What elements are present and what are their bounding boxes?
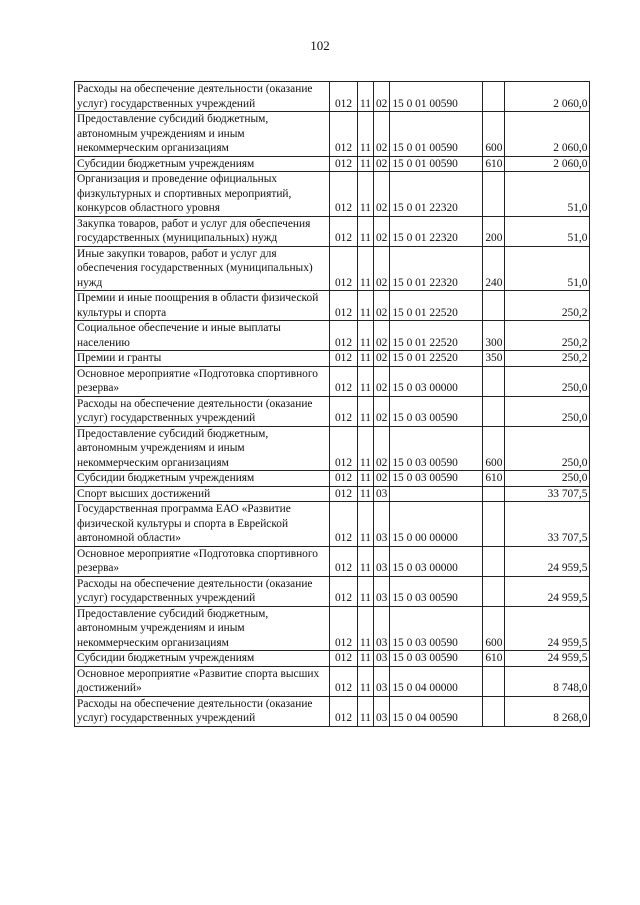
section-code-cell: 11 — [358, 651, 374, 667]
amount-cell: 2 060,0 — [505, 156, 590, 172]
target-article-cell: 15 0 03 00590 — [390, 606, 483, 651]
amount-cell: 33 707,5 — [505, 502, 590, 547]
expense-type-cell: 200 — [483, 216, 505, 246]
row-name-cell: Организация и проведение официальных физкультурных и спортивных мероприятий, конкурсов областного уровня — [75, 172, 330, 217]
section-code-cell: 11 — [358, 486, 374, 502]
section-code-cell: 11 — [358, 696, 374, 726]
amount-cell: 250,0 — [505, 471, 590, 487]
page-number: 102 — [310, 38, 330, 53]
ministry-code-cell: 012 — [330, 351, 358, 367]
section-code-cell: 11 — [358, 82, 374, 112]
expense-type-cell — [483, 696, 505, 726]
subsection-code-cell: 02 — [373, 172, 389, 217]
expense-type-cell: 600 — [483, 606, 505, 651]
ministry-code-cell: 012 — [330, 366, 358, 396]
table-row — [75, 321, 590, 351]
expense-type-cell: 610 — [483, 651, 505, 667]
ministry-code-cell: 012 — [330, 321, 358, 351]
expense-type-cell — [483, 172, 505, 217]
table-row — [75, 426, 590, 471]
ministry-code-cell: 012 — [330, 156, 358, 172]
section-code-cell: 11 — [358, 291, 374, 321]
ministry-code-cell: 012 — [330, 666, 358, 696]
table-row — [75, 666, 590, 696]
row-name-cell: Спорт высших достижений — [75, 486, 330, 502]
amount-cell: 8 748,0 — [505, 666, 590, 696]
row-name-cell: Расходы на обеспечение деятельности (оказание услуг) государственных учреждений — [75, 82, 330, 112]
target-article-cell: 15 0 03 00590 — [390, 426, 483, 471]
subsection-code-cell: 03 — [373, 546, 389, 576]
section-code-cell: 11 — [358, 666, 374, 696]
table-row — [75, 172, 590, 217]
ministry-code-cell: 012 — [330, 546, 358, 576]
row-name-cell: Премии и иные поощрения в области физической культуры и спорта — [75, 291, 330, 321]
ministry-code-cell: 012 — [330, 471, 358, 487]
row-name-cell: Основное мероприятие «Подготовка спортивного резерва» — [75, 366, 330, 396]
subsection-code-cell: 03 — [373, 651, 389, 667]
amount-cell: 51,0 — [505, 246, 590, 291]
table-row — [75, 651, 590, 667]
amount-cell: 2 060,0 — [505, 82, 590, 112]
amount-cell: 51,0 — [505, 216, 590, 246]
amount-cell: 250,0 — [505, 366, 590, 396]
subsection-code-cell: 02 — [373, 156, 389, 172]
subsection-code-cell: 02 — [373, 112, 389, 157]
ministry-code-cell: 012 — [330, 82, 358, 112]
ministry-code-cell: 012 — [330, 172, 358, 217]
section-code-cell: 11 — [358, 366, 374, 396]
table-row — [75, 156, 590, 172]
row-name-cell: Субсидии бюджетным учреждениям — [75, 471, 330, 487]
ministry-code-cell: 012 — [330, 502, 358, 547]
expense-type-cell — [483, 486, 505, 502]
target-article-cell: 15 0 01 22520 — [390, 321, 483, 351]
ministry-code-cell: 012 — [330, 486, 358, 502]
table-row — [75, 471, 590, 487]
row-name-cell: Расходы на обеспечение деятельности (оказание услуг) государственных учреждений — [75, 576, 330, 606]
expense-type-cell — [483, 666, 505, 696]
amount-cell: 250,0 — [505, 426, 590, 471]
row-name-cell: Предоставление субсидий бюджетным, автономным учреждениям и иным некоммерческим организациям — [75, 606, 330, 651]
subsection-code-cell: 02 — [373, 246, 389, 291]
expense-type-cell — [483, 546, 505, 576]
table-row — [75, 246, 590, 291]
subsection-code-cell: 02 — [373, 321, 389, 351]
row-name-cell: Субсидии бюджетным учреждениям — [75, 651, 330, 667]
target-article-cell — [390, 486, 483, 502]
section-code-cell: 11 — [358, 471, 374, 487]
target-article-cell: 15 0 03 00590 — [390, 471, 483, 487]
expense-type-cell: 600 — [483, 112, 505, 157]
section-code-cell: 11 — [358, 172, 374, 217]
amount-cell: 250,2 — [505, 291, 590, 321]
target-article-cell: 15 0 01 22320 — [390, 246, 483, 291]
table-row — [75, 486, 590, 502]
target-article-cell: 15 0 01 22520 — [390, 291, 483, 321]
subsection-code-cell: 03 — [373, 486, 389, 502]
subsection-code-cell: 03 — [373, 666, 389, 696]
expense-type-cell — [483, 366, 505, 396]
row-name-cell: Государственная программа ЕАО «Развитие физической культуры и спорта в Еврейской автономной области» — [75, 502, 330, 547]
section-code-cell: 11 — [358, 112, 374, 157]
section-code-cell: 11 — [358, 576, 374, 606]
ministry-code-cell: 012 — [330, 576, 358, 606]
target-article-cell: 15 0 03 00590 — [390, 651, 483, 667]
row-name-cell: Закупка товаров, работ и услуг для обеспечения государственных (муниципальных) нужд — [75, 216, 330, 246]
target-article-cell: 15 0 01 22320 — [390, 172, 483, 217]
row-name-cell: Социальное обеспечение и иные выплаты населению — [75, 321, 330, 351]
subsection-code-cell: 02 — [373, 426, 389, 471]
expense-type-cell — [483, 576, 505, 606]
target-article-cell: 15 0 01 22520 — [390, 351, 483, 367]
amount-cell: 24 959,5 — [505, 651, 590, 667]
section-code-cell: 11 — [358, 246, 374, 291]
expense-type-cell — [483, 502, 505, 547]
target-article-cell: 15 0 01 00590 — [390, 156, 483, 172]
target-article-cell: 15 0 01 00590 — [390, 112, 483, 157]
target-article-cell: 15 0 04 00590 — [390, 696, 483, 726]
ministry-code-cell: 012 — [330, 396, 358, 426]
row-name-cell: Предоставление субсидий бюджетным, автономным учреждениям и иным некоммерческим организациям — [75, 426, 330, 471]
table-row — [75, 216, 590, 246]
table-row — [75, 696, 590, 726]
amount-cell: 24 959,5 — [505, 546, 590, 576]
table-row — [75, 82, 590, 112]
expense-type-cell: 300 — [483, 321, 505, 351]
amount-cell: 33 707,5 — [505, 486, 590, 502]
row-name-cell: Субсидии бюджетным учреждениям — [75, 156, 330, 172]
subsection-code-cell: 03 — [373, 576, 389, 606]
ministry-code-cell: 012 — [330, 651, 358, 667]
amount-cell: 24 959,5 — [505, 576, 590, 606]
section-code-cell: 11 — [358, 351, 374, 367]
target-article-cell: 15 0 01 00590 — [390, 82, 483, 112]
table-row — [75, 606, 590, 651]
subsection-code-cell: 03 — [373, 606, 389, 651]
ministry-code-cell: 012 — [330, 246, 358, 291]
row-name-cell: Расходы на обеспечение деятельности (оказание услуг) государственных учреждений — [75, 696, 330, 726]
target-article-cell: 15 0 04 00000 — [390, 666, 483, 696]
ministry-code-cell: 012 — [330, 606, 358, 651]
row-name-cell: Основное мероприятие «Подготовка спортивного резерва» — [75, 546, 330, 576]
target-article-cell: 15 0 03 00590 — [390, 576, 483, 606]
ministry-code-cell: 012 — [330, 216, 358, 246]
expense-type-cell: 610 — [483, 156, 505, 172]
subsection-code-cell: 02 — [373, 82, 389, 112]
subsection-code-cell: 02 — [373, 216, 389, 246]
target-article-cell: 15 0 03 00000 — [390, 366, 483, 396]
subsection-code-cell: 02 — [373, 291, 389, 321]
table-row — [75, 396, 590, 426]
table-row — [75, 351, 590, 367]
row-name-cell: Иные закупки товаров, работ и услуг для обеспечения государственных (муниципальных) нужд — [75, 246, 330, 291]
amount-cell: 2 060,0 — [505, 112, 590, 157]
section-code-cell: 11 — [358, 321, 374, 351]
budget-table — [74, 81, 590, 727]
section-code-cell: 11 — [358, 606, 374, 651]
subsection-code-cell: 02 — [373, 366, 389, 396]
subsection-code-cell: 02 — [373, 351, 389, 367]
subsection-code-cell: 02 — [373, 396, 389, 426]
ministry-code-cell: 012 — [330, 112, 358, 157]
expense-type-cell — [483, 82, 505, 112]
row-name-cell: Основное мероприятие «Развитие спорта высших достижений» — [75, 666, 330, 696]
ministry-code-cell: 012 — [330, 696, 358, 726]
subsection-code-cell: 03 — [373, 696, 389, 726]
amount-cell: 250,2 — [505, 351, 590, 367]
table-row — [75, 112, 590, 157]
target-article-cell: 15 0 03 00000 — [390, 546, 483, 576]
target-article-cell: 15 0 00 00000 — [390, 502, 483, 547]
section-code-cell: 11 — [358, 396, 374, 426]
ministry-code-cell: 012 — [330, 291, 358, 321]
expense-type-cell — [483, 396, 505, 426]
ministry-code-cell: 012 — [330, 426, 358, 471]
target-article-cell: 15 0 03 00590 — [390, 396, 483, 426]
expense-type-cell — [483, 291, 505, 321]
subsection-code-cell: 03 — [373, 502, 389, 547]
expense-type-cell: 350 — [483, 351, 505, 367]
expense-type-cell: 610 — [483, 471, 505, 487]
amount-cell: 8 268,0 — [505, 696, 590, 726]
section-code-cell: 11 — [358, 502, 374, 547]
section-code-cell: 11 — [358, 426, 374, 471]
amount-cell: 24 959,5 — [505, 606, 590, 651]
row-name-cell: Премии и гранты — [75, 351, 330, 367]
amount-cell: 250,2 — [505, 321, 590, 351]
table-row — [75, 291, 590, 321]
subsection-code-cell: 02 — [373, 471, 389, 487]
table-row — [75, 366, 590, 396]
table-body — [75, 82, 590, 727]
table-row — [75, 576, 590, 606]
section-code-cell: 11 — [358, 156, 374, 172]
row-name-cell: Расходы на обеспечение деятельности (оказание услуг) государственных учреждений — [75, 396, 330, 426]
expense-type-cell: 240 — [483, 246, 505, 291]
amount-cell: 250,0 — [505, 396, 590, 426]
amount-cell: 51,0 — [505, 172, 590, 217]
table-row — [75, 546, 590, 576]
section-code-cell: 11 — [358, 216, 374, 246]
expense-type-cell: 600 — [483, 426, 505, 471]
table-row — [75, 502, 590, 547]
target-article-cell: 15 0 01 22320 — [390, 216, 483, 246]
row-name-cell: Предоставление субсидий бюджетным, автономным учреждениям и иным некоммерческим организациям — [75, 112, 330, 157]
section-code-cell: 11 — [358, 546, 374, 576]
